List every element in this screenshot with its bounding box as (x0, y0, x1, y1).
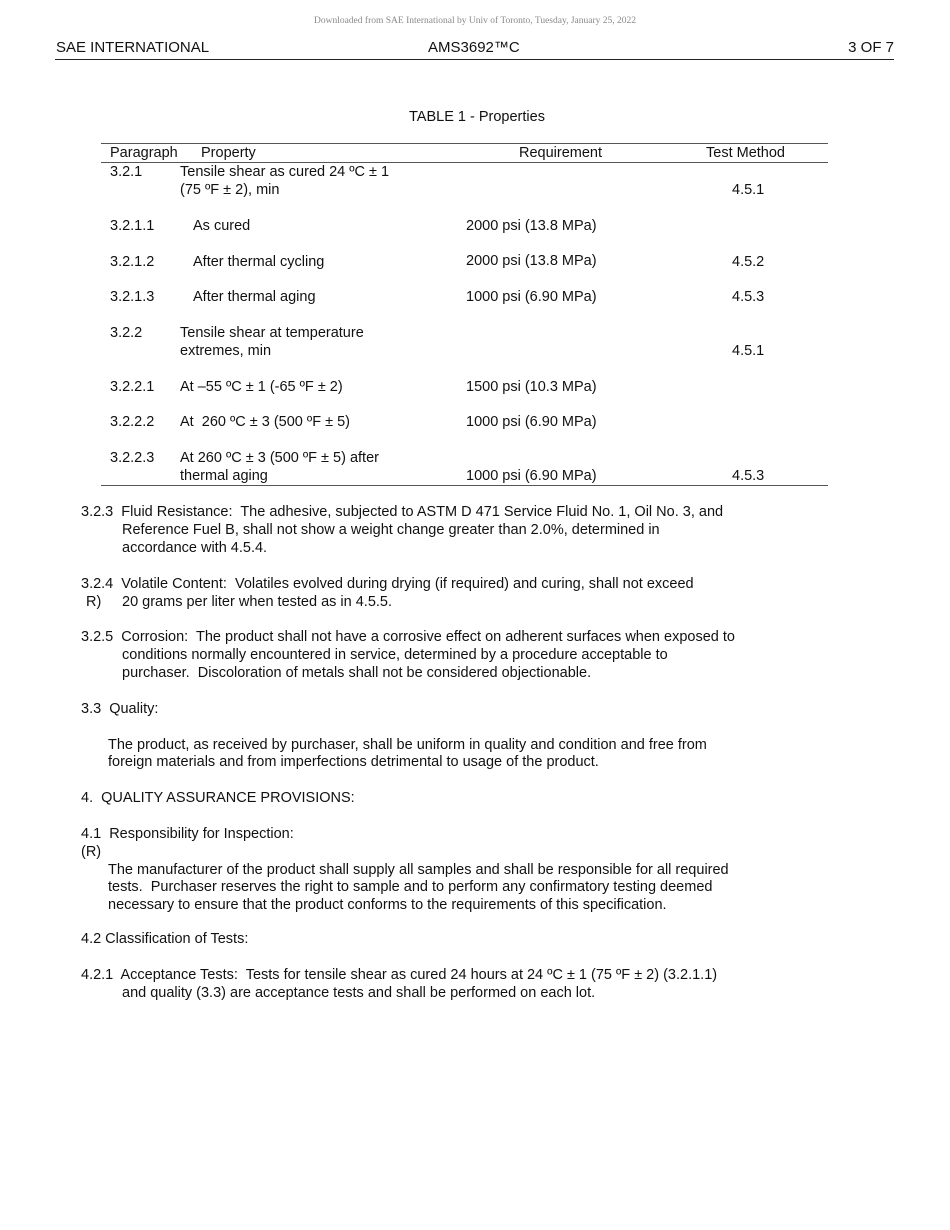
column-header-paragraph: Paragraph (110, 145, 178, 161)
column-header-property: Property (201, 145, 256, 161)
section-3-2-5-line: 3.2.5 Corrosion: The product shall not have a corrosive effect on adherent surfaces when exposed to (81, 629, 735, 645)
column-header-requirement: Requirement (519, 145, 603, 161)
table-title: TABLE 1 - Properties (409, 109, 545, 125)
table-cell-property: At –55 ºC ± 1 (-65 ºF ± 2) (180, 379, 343, 395)
table-cell-paragraph: 3.2.2.2 (110, 414, 155, 430)
section-4-heading: 4. QUALITY ASSURANCE PROVISIONS: (81, 790, 355, 806)
section-3-2-5-line: conditions normally encountered in service, determined by a procedure acceptable to (122, 647, 668, 663)
table-cell-property-cont: (75 ºF ± 2), min (180, 182, 280, 198)
section-4-1-line: tests. Purchaser reserves the right to sample and to perform any confirmatory testing deemed (108, 879, 713, 895)
table-cell-property-cont: extremes, min (180, 343, 272, 359)
section-3-3-heading: 3.3 Quality: (81, 701, 159, 717)
section-4-1-heading: 4.1 Responsibility for Inspection: (81, 826, 294, 842)
section-4-1-line: necessary to ensure that the product conforms to the requirements of this specification. (108, 897, 667, 913)
table-cell-property: As cured (193, 218, 251, 234)
section-3-3-line: foreign materials and from imperfections detrimental to usage of the product. (108, 754, 599, 770)
table-cell-paragraph: 3.2.1 (110, 164, 143, 180)
table-cell-property: After thermal aging (193, 289, 316, 305)
table-cell-test-method: 4.5.2 (732, 254, 765, 270)
section-4-1-line: The manufacturer of the product shall supply all samples and shall be responsible for all required (108, 862, 729, 878)
table-cell-requirement: 2000 psi (13.8 MPa) (466, 218, 597, 234)
section-3-2-4-line: 20 grams per liter when tested as in 4.5.5. (122, 594, 393, 610)
download-watermark: Downloaded from SAE International by Univ of Toronto, Tuesday, January 25, 2022 (313, 16, 637, 26)
section-4-2-1-line: 4.2.1 Acceptance Tests: Tests for tensile shear as cured 24 hours at 24 ºC ± 1 (75 ºF ± 2) (3.2.1.1) (81, 967, 718, 983)
header-page-number: 3 OF 7 (848, 39, 894, 56)
table-bottom-rule (101, 485, 828, 486)
table-cell-property: At 260 ºC ± 3 (500 ºF ± 5) after (180, 450, 379, 466)
table-cell-requirement: 2000 psi (13.8 MPa) (466, 253, 597, 269)
table-cell-requirement: 1500 psi (10.3 MPa) (466, 379, 597, 395)
table-cell-test-method: 4.5.3 (732, 468, 765, 484)
table-cell-paragraph: 3.2.2.1 (110, 379, 155, 395)
section-3-3-line: The product, as received by purchaser, shall be uniform in quality and condition and free from (108, 737, 707, 753)
column-header-test-method: Test Method (706, 145, 785, 161)
section-3-2-4-line: 3.2.4 Volatile Content: Volatiles evolved during drying (if required) and curing, shall not exceed (81, 576, 694, 592)
header-organization: SAE INTERNATIONAL (56, 39, 210, 56)
table-cell-paragraph: 3.2.1.1 (110, 218, 155, 234)
header-document-number: AMS3692™C (428, 39, 520, 56)
section-4-2-heading: 4.2 Classification of Tests: (81, 931, 249, 947)
table-cell-property: At 260 ºC ± 3 (500 ºF ± 5) (180, 414, 350, 430)
table-top-rule (101, 143, 828, 144)
table-cell-requirement: 1000 psi (6.90 MPa) (466, 468, 597, 484)
table-cell-requirement: 1000 psi (6.90 MPa) (466, 414, 597, 430)
revision-marker: R) (86, 594, 102, 610)
table-cell-test-method: 4.5.3 (732, 289, 765, 305)
revision-marker: (R) (81, 844, 102, 860)
table-cell-paragraph: 3.2.2 (110, 325, 143, 341)
section-3-2-3-line: 3.2.3 Fluid Resistance: The adhesive, subjected to ASTM D 471 Service Fluid No. 1, Oil No. 3, and (81, 504, 724, 520)
table-cell-property: After thermal cycling (193, 254, 325, 270)
table-cell-property-cont: thermal aging (180, 468, 268, 484)
table-cell-test-method: 4.5.1 (732, 343, 765, 359)
table-cell-paragraph: 3.2.2.3 (110, 450, 155, 466)
table-cell-requirement: 1000 psi (6.90 MPa) (466, 289, 597, 305)
table-cell-paragraph: 3.2.1.3 (110, 289, 155, 305)
table-cell-test-method: 4.5.1 (732, 182, 765, 198)
table-cell-paragraph: 3.2.1.2 (110, 254, 155, 270)
section-3-2-5-line: purchaser. Discoloration of metals shall not be considered objectionable. (122, 665, 592, 681)
table-cell-property: Tensile shear at temperature (180, 325, 364, 341)
section-4-2-1-line: and quality (3.3) are acceptance tests and shall be performed on each lot. (122, 985, 596, 1001)
table-cell-property: Tensile shear as cured 24 ºC ± 1 (180, 164, 390, 180)
section-3-2-3-line: accordance with 4.5.4. (122, 540, 268, 556)
header-rule (55, 59, 894, 60)
section-3-2-3-line: Reference Fuel B, shall not show a weight change greater than 2.0%, determined in (122, 522, 660, 538)
